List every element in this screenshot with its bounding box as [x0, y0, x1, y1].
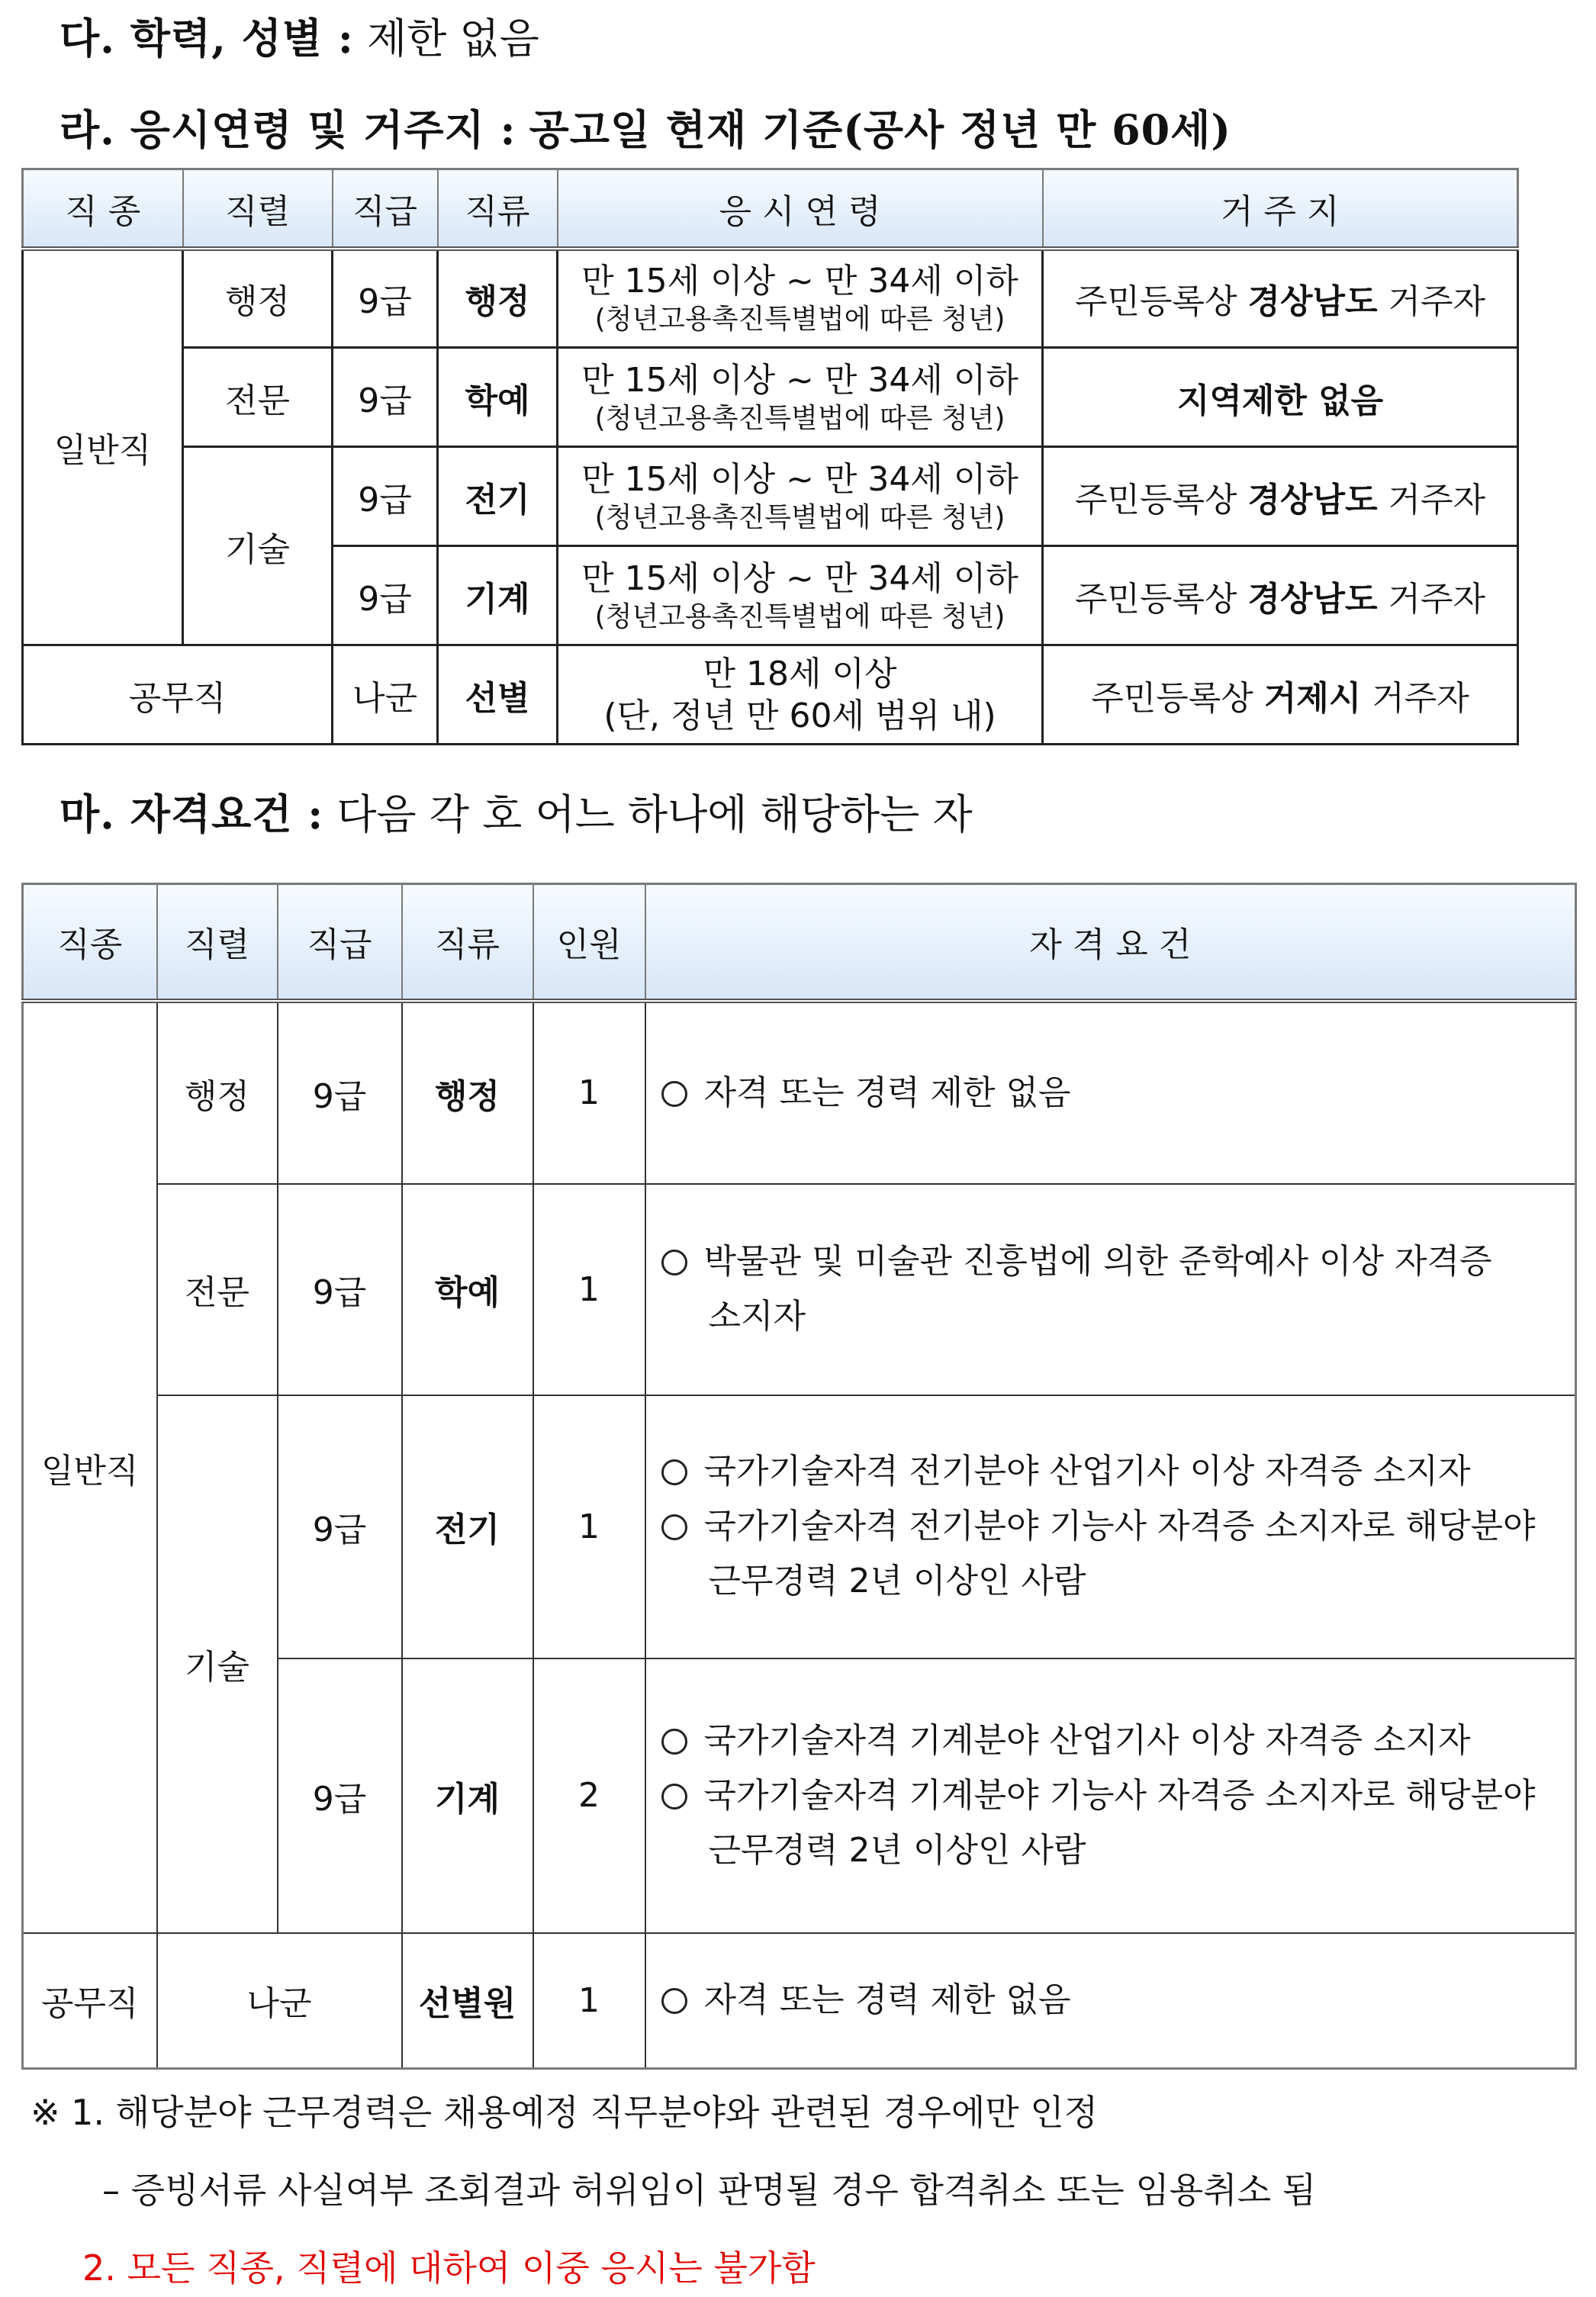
requirement-item: [661, 1066, 1575, 1121]
cell-class: 선별: [438, 645, 558, 745]
requirement-text: 자격 또는 경력 제한 없음: [703, 1980, 1071, 2020]
cell-grade: 9급: [278, 1184, 402, 1395]
cell-type: 일반직: [23, 249, 183, 645]
section-ra-text: 공고일 현재 기준(공사 정년 만 60세): [529, 105, 1231, 154]
residence-region: 거제시: [1263, 678, 1362, 718]
residence-region: 경상남도: [1247, 480, 1378, 520]
age-note: (단, 정년 만 60세 범위 내): [603, 696, 996, 735]
requirement-text: 국가기술자격 기계분야 산업기사 이상 자격증 소지자: [703, 1720, 1471, 1760]
cell-age: [558, 249, 1043, 348]
table-row: [23, 1001, 1576, 1184]
cell-type: 일반직: [23, 1001, 157, 1933]
cell-type: 공무직: [23, 645, 333, 745]
cell-series: 행정: [183, 249, 333, 348]
age-note: (청년고용촉진특별법에 따른 청년): [594, 402, 1006, 434]
age-note: (청년고용촉진특별법에 따른 청년): [594, 501, 1006, 533]
cell-residence: [1043, 546, 1518, 645]
cell-grade: 9급: [278, 1001, 402, 1184]
header-grade: 직급: [333, 169, 438, 249]
age-range: 만 18세 이상: [703, 654, 897, 693]
section-ma-label: 마. 자격요건 :: [60, 790, 324, 838]
cell-age: [558, 447, 1043, 546]
circle-bullet-icon: [661, 1988, 687, 2014]
requirement-text: 국가기술자격 전기분야 산업기사 이상 자격증 소지자: [703, 1452, 1471, 1491]
circle-bullet-icon: [661, 1081, 687, 1107]
age-range: 만 15세 이상 ~ 만 34세 이하: [581, 459, 1018, 499]
cell-count: 1: [533, 1001, 645, 1184]
table-row: [23, 1933, 1576, 2069]
section-da-text: 제한 없음: [366, 14, 539, 63]
note-1-sub: – 증빙서류 사실여부 조회결과 허위임이 판명될 경우 합격취소 또는 임용취소 됨: [102, 2170, 1317, 2211]
residence-post: 거주자: [1377, 282, 1486, 322]
circle-bullet-icon: [661, 1250, 687, 1276]
requirement-text: 국가기술자격 전기분야 기능사 자격증 소지자로 해당분야: [703, 1507, 1536, 1546]
qualification-table: [21, 883, 1577, 2070]
cell-grade: 9급: [333, 249, 438, 348]
residence-pre: 주민등록상: [1074, 282, 1248, 322]
requirement-item: [661, 1713, 1575, 1768]
circle-bullet-icon: [661, 1459, 687, 1485]
cell-residence: [1043, 447, 1518, 546]
residence-region: 경상남도: [1247, 282, 1378, 322]
cell-type: 공무직: [23, 1933, 157, 2069]
requirement-item: [661, 1768, 1575, 1823]
cell-class: 행정: [402, 1001, 533, 1184]
cell-grade: 9급: [333, 348, 438, 447]
header-age: 응 시 연 령: [558, 169, 1043, 249]
section-da-label: 다. 학력, 성별 :: [60, 14, 354, 63]
cell-requirements: [645, 1184, 1576, 1395]
requirement-text: 자격 또는 경력 제한 없음: [703, 1073, 1071, 1112]
circle-bullet-icon: [661, 1784, 687, 1810]
cell-series: 행정: [157, 1001, 278, 1184]
table-row: [23, 447, 1518, 546]
table-header-row: [23, 884, 1576, 1001]
cell-requirements: [645, 1658, 1576, 1933]
section-ra-label: 라. 응시연령 및 거주지 :: [60, 105, 516, 154]
cell-grade: 나군: [157, 1933, 402, 2069]
age-range: 만 15세 이상 ~ 만 34세 이하: [581, 558, 1018, 598]
residence-post: 거주자: [1377, 579, 1486, 619]
cell-series: 전문: [157, 1184, 278, 1395]
header-type: 직종: [23, 884, 157, 1001]
cell-class: 행정: [438, 249, 558, 348]
table-row: [23, 645, 1518, 745]
cell-grade: 9급: [278, 1395, 402, 1658]
cell-class: 학예: [438, 348, 558, 447]
residence-post: 거주자: [1377, 480, 1486, 520]
cell-series: 전문: [183, 348, 333, 447]
cell-residence: [1043, 249, 1518, 348]
header-class: 직류: [438, 169, 558, 249]
cell-residence: 지역제한 없음: [1043, 348, 1518, 447]
header-residence: 거 주 지: [1043, 169, 1518, 249]
age-range: 만 15세 이상 ~ 만 34세 이하: [581, 262, 1018, 301]
cell-class: 기계: [438, 546, 558, 645]
requirement-continuation: 근무경력 2년 이상인 사람: [708, 1562, 1086, 1601]
residence-pre: 주민등록상: [1091, 678, 1264, 718]
header-type: 직 종: [23, 169, 183, 249]
requirement-item: [661, 1499, 1575, 1554]
residence-pre: 주민등록상: [1074, 579, 1248, 619]
requirement-text: 국가기술자격 기계분야 기능사 자격증 소지자로 해당분야: [703, 1775, 1536, 1815]
cell-class: 학예: [402, 1184, 533, 1395]
cell-residence: [1043, 645, 1518, 745]
section-ma-text: 다음 각 호 어느 하나에 해당하는 자: [336, 790, 973, 838]
section-ra-heading: [60, 98, 1231, 156]
cell-age: [558, 348, 1043, 447]
cell-class: 기계: [402, 1658, 533, 1933]
header-series: 직렬: [157, 884, 278, 1001]
header-class: 직류: [402, 884, 533, 1001]
cell-age: [558, 645, 1043, 745]
age-note: (청년고용촉진특별법에 따른 청년): [594, 304, 1006, 336]
header-series: 직렬: [183, 169, 333, 249]
table-row: [23, 1395, 1576, 1658]
residence-pre: 주민등록상: [1074, 480, 1248, 520]
cell-grade: 나군: [333, 645, 438, 745]
cell-count: 1: [533, 1395, 645, 1658]
table-row: [23, 1184, 1576, 1395]
requirement-text: 박물관 및 미술관 진흥법에 의한 준학예사 이상 자격증: [703, 1242, 1492, 1281]
cell-class: 선별원: [402, 1933, 533, 2069]
requirement-item: [661, 1444, 1575, 1499]
cell-requirements: [645, 1001, 1576, 1184]
requirement-item: [661, 1234, 1575, 1289]
age-note: (청년고용촉진특별법에 따른 청년): [594, 600, 1006, 632]
header-grade: 직급: [278, 884, 402, 1001]
cell-requirements: [645, 1933, 1576, 2069]
cell-class: 전기: [438, 447, 558, 546]
requirement-continuation: 근무경력 2년 이상인 사람: [708, 1830, 1086, 1870]
table-row: [23, 348, 1518, 447]
note-1: ※ 1. 해당분야 근무경력은 채용예정 직무분야와 관련된 경우에만 인정: [31, 2092, 1099, 2133]
cell-count: 2: [533, 1658, 645, 1933]
section-da-heading: [60, 6, 539, 65]
circle-bullet-icon: [661, 1514, 687, 1540]
circle-bullet-icon: [661, 1729, 687, 1755]
header-count: 인원: [533, 884, 645, 1001]
cell-series: 기술: [157, 1395, 278, 1933]
section-ma-heading: [60, 782, 973, 841]
cell-class: 전기: [402, 1395, 533, 1658]
age-residence-table: [21, 168, 1519, 745]
cell-count: 1: [533, 1184, 645, 1395]
residence-post: 거주자: [1361, 678, 1469, 718]
cell-requirements: [645, 1395, 1576, 1658]
requirement-item: [661, 1973, 1575, 2028]
requirement-continuation: 소지자: [708, 1297, 806, 1336]
cell-grade: 9급: [333, 447, 438, 546]
age-range: 만 15세 이상 ~ 만 34세 이하: [581, 360, 1018, 400]
table-header-row: [23, 169, 1518, 249]
note-2: 2. 모든 직종, 직렬에 대하여 이중 응시는 불가함: [82, 2247, 816, 2289]
cell-age: [558, 546, 1043, 645]
table-row: [23, 249, 1518, 348]
residence-region: 경상남도: [1247, 579, 1378, 619]
cell-series: 기술: [183, 447, 333, 645]
header-requirements: 자 격 요 건: [645, 884, 1576, 1001]
cell-grade: 9급: [333, 546, 438, 645]
cell-count: 1: [533, 1933, 645, 2069]
cell-grade: 9급: [278, 1658, 402, 1933]
